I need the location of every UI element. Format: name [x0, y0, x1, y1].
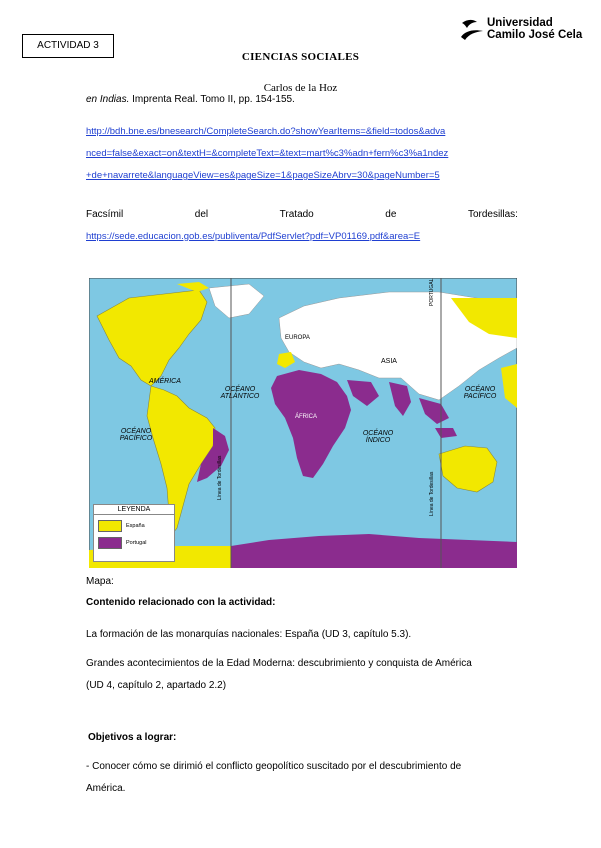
indico-line1: OCÉANO — [362, 430, 394, 437]
activity-badge: ACTIVIDAD 3 — [22, 34, 114, 58]
indico-line2: ÍNDICO — [365, 437, 391, 444]
legend-label: Portugal — [126, 540, 147, 546]
map-label-europa: EUROPA — [285, 335, 310, 341]
bdh-link-line3[interactable]: +de+navarrete&languageView=es&pageSize=1&pageSizeAbrv=30&pageNumber=5 — [86, 170, 440, 181]
content-paragraph-1: La formación de las monarquías nacionales: España (UD 3, capítulo 5.3). — [86, 629, 412, 640]
legend-swatch-purple — [98, 537, 122, 549]
tordesillas-line-right-label: Línea de Tordesillas — [429, 471, 435, 516]
facsimil-word: Tordesillas: — [467, 209, 518, 220]
logo-mark-icon — [459, 17, 485, 43]
legend-item-portugal — [98, 537, 170, 549]
pacifico-left-line2: PACÍFICO — [119, 435, 153, 442]
map-legend — [93, 504, 175, 562]
facsimil-link[interactable]: https://sede.educacion.gob.es/publiventa/PdfServlet?pdf=VP01169.pdf&area=E — [86, 231, 421, 242]
map-label-atlantico — [215, 386, 265, 400]
logo-line1: Universidad — [487, 17, 553, 29]
map-label-africa: ÁFRICA — [295, 414, 318, 420]
content-paragraph-2-line1: Grandes acontecimientos de la Edad Moderna: descubrimiento y conquista de América — [86, 658, 472, 669]
pacifico-left-line1: OCÉANO — [120, 428, 152, 435]
facsimil-word: Tratado — [279, 209, 314, 220]
map-caption: Mapa: — [86, 576, 114, 587]
logo-line2: Camilo José Cela — [487, 29, 583, 41]
map-label-asia: ASIA — [381, 358, 397, 365]
legend-label: España — [126, 523, 145, 529]
facsimil-word: Facsímil — [86, 209, 124, 220]
objectives-heading: Objetivos a lograr: — [88, 732, 177, 743]
facsimil-word: de — [385, 209, 397, 220]
map-label-america: AMÉRICA — [149, 378, 181, 385]
map-label-pacifico-left — [111, 428, 161, 442]
bdh-link-line1[interactable]: http://bdh.bne.es/bnesearch/CompleteSearch.do?showYearItems=&field=todos&adva — [86, 126, 446, 137]
legend-title: LEYENDA — [94, 505, 174, 515]
objective-1-line2: América. — [86, 783, 126, 794]
page-title: CIENCIAS SOCIALES — [241, 51, 360, 63]
content-paragraph-2-line2: (UD 4, capítulo 2, apartado 2.2) — [86, 680, 227, 691]
objective-1-line1: - Conocer cómo se dirimió el conflicto geopolítico suscitado por el descubrimiento de — [86, 761, 462, 772]
tordesillas-line-left-label: Línea de Tordesillas — [217, 455, 223, 500]
legend-swatch-yellow — [98, 520, 122, 532]
content-heading: Contenido relacionado con la actividad: — [86, 597, 276, 608]
pacifico-right-line1: OCÉANO — [464, 386, 496, 393]
reference-rest: Imprenta Real. Tomo II, pp. 154-155. — [129, 94, 295, 105]
reference-italic: en Indias. — [86, 94, 130, 105]
legend-item-espana — [98, 520, 170, 532]
atlantico-line1: OCÉANO — [224, 386, 256, 393]
reference-line — [86, 93, 295, 107]
map-label-pacifico-right — [455, 386, 505, 400]
facsimil-word: del — [194, 209, 209, 220]
bdh-link-line2[interactable]: nced=false&exact=on&textH=&completeText=&text=mart%c3%adn+fern%c3%a1ndez — [86, 148, 449, 159]
facsimil-line — [86, 209, 518, 220]
atlantico-line2: ATLÁNTICO — [220, 393, 260, 400]
map-label-indico — [353, 430, 403, 444]
author-name: Carlos de la Hoz — [263, 82, 338, 94]
map-label-portugal-top: PORTUGAL — [429, 278, 435, 306]
pacifico-right-line2: PACÍFICO — [463, 393, 497, 400]
university-logo — [459, 17, 594, 43]
tordesillas-map — [89, 278, 517, 568]
